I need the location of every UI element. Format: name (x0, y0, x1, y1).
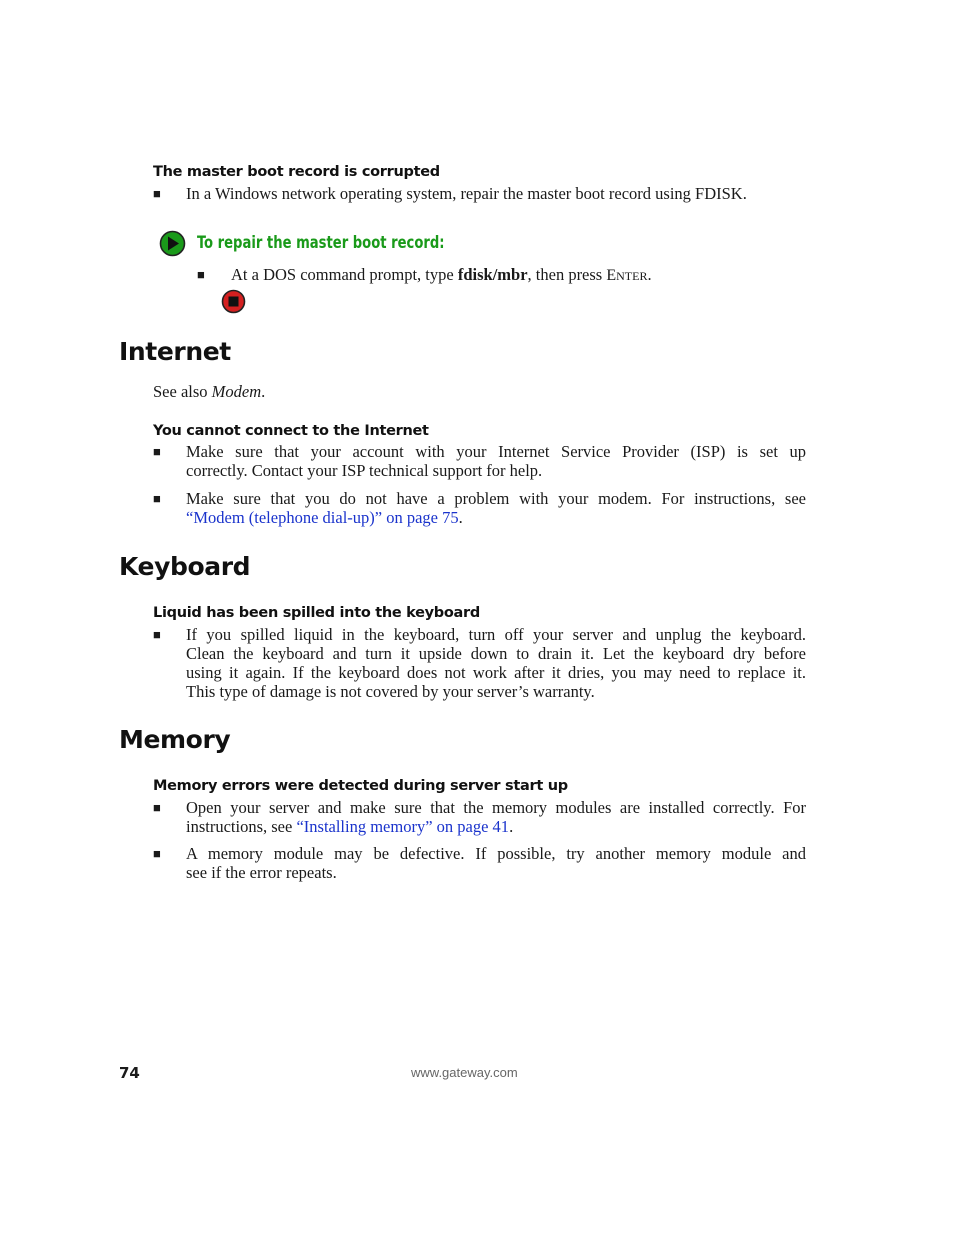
line-end: . (509, 817, 514, 836)
footer-url[interactable]: www.gateway.com (411, 1065, 518, 1080)
see-also-prefix: See also (153, 382, 212, 401)
bullet-glyph: ■ (153, 444, 161, 459)
text-line: A memory module may be defective. If possible, try another memory module and (186, 844, 806, 863)
see-also-text (153, 382, 265, 401)
see-also-ref: Modem (211, 382, 262, 401)
play-icon (159, 230, 186, 257)
text-line (186, 508, 806, 527)
installing-memory-link[interactable]: “Installing memory” on page 41 (296, 817, 510, 836)
text-line (186, 817, 806, 836)
text-line: Open your server and make sure that the memory modules are installed correctly. For (186, 798, 806, 817)
stop-icon (221, 289, 246, 314)
memory-heading: Memory errors were detected during server start up (153, 778, 568, 794)
bullet-glyph: ■ (153, 627, 161, 642)
mbr-heading: The master boot record is corrupted (153, 164, 440, 180)
modem-link[interactable]: “Modem (telephone dial-up)” on page 75 (186, 508, 459, 527)
keyboard-bullet (186, 625, 806, 701)
section-title-memory: Memory (119, 725, 231, 754)
mbr-bullet-text: In a Windows network operating system, repair the master boot record using FDISK. (186, 184, 747, 203)
bullet-glyph: ■ (153, 491, 161, 506)
command-text: fdisk/mbr (457, 265, 528, 284)
step-prefix: At a DOS command prompt, type (231, 265, 458, 284)
section-title-keyboard: Keyboard (119, 552, 251, 581)
page-number: 74 (119, 1064, 140, 1082)
text-line: Make sure that you do not have a problem with your modem. For instructions, see (186, 489, 806, 508)
text-line: see if the error repeats. (186, 863, 337, 882)
line-end: . (458, 508, 463, 527)
internet-heading: You cannot connect to the Internet (153, 423, 429, 439)
procedure-title: To repair the master boot record: (197, 233, 445, 253)
bullet-glyph: ■ (153, 800, 161, 815)
step-end: . (647, 265, 652, 284)
step-middle: , then press (527, 265, 607, 284)
bullet-glyph: ■ (153, 846, 161, 861)
bullet-glyph: ■ (197, 267, 205, 282)
key-rest: NTER (616, 269, 648, 283)
section-title-internet: Internet (119, 337, 231, 366)
bullet-glyph: ■ (153, 186, 161, 201)
text-line: If you spilled liquid in the keyboard, turn off your server and unplug the keyboard. (186, 625, 806, 644)
internet-bullet-2 (186, 489, 806, 527)
memory-bullet-1 (186, 798, 806, 836)
see-also-end: . (261, 382, 266, 401)
line-prefix: instructions, see (186, 817, 297, 836)
text-line: Make sure that your account with your Internet Service Provider (ISP) is set up (186, 442, 806, 461)
mbr-step-text (231, 265, 652, 286)
key-first-letter: E (606, 267, 617, 284)
text-line: Clean the keyboard and turn it upside down to drain it. Let the keyboard dry before (186, 644, 806, 663)
text-line: using it again. If the keyboard does not work after it dries, you may need to replace it. (186, 663, 806, 682)
memory-bullet-2 (186, 844, 806, 882)
keyboard-heading: Liquid has been spilled into the keyboard (153, 605, 480, 621)
text-line: correctly. Contact your ISP technical support for help. (186, 461, 543, 480)
internet-bullet-1 (186, 442, 806, 480)
text-line: This type of damage is not covered by your server’s warranty. (186, 682, 595, 701)
